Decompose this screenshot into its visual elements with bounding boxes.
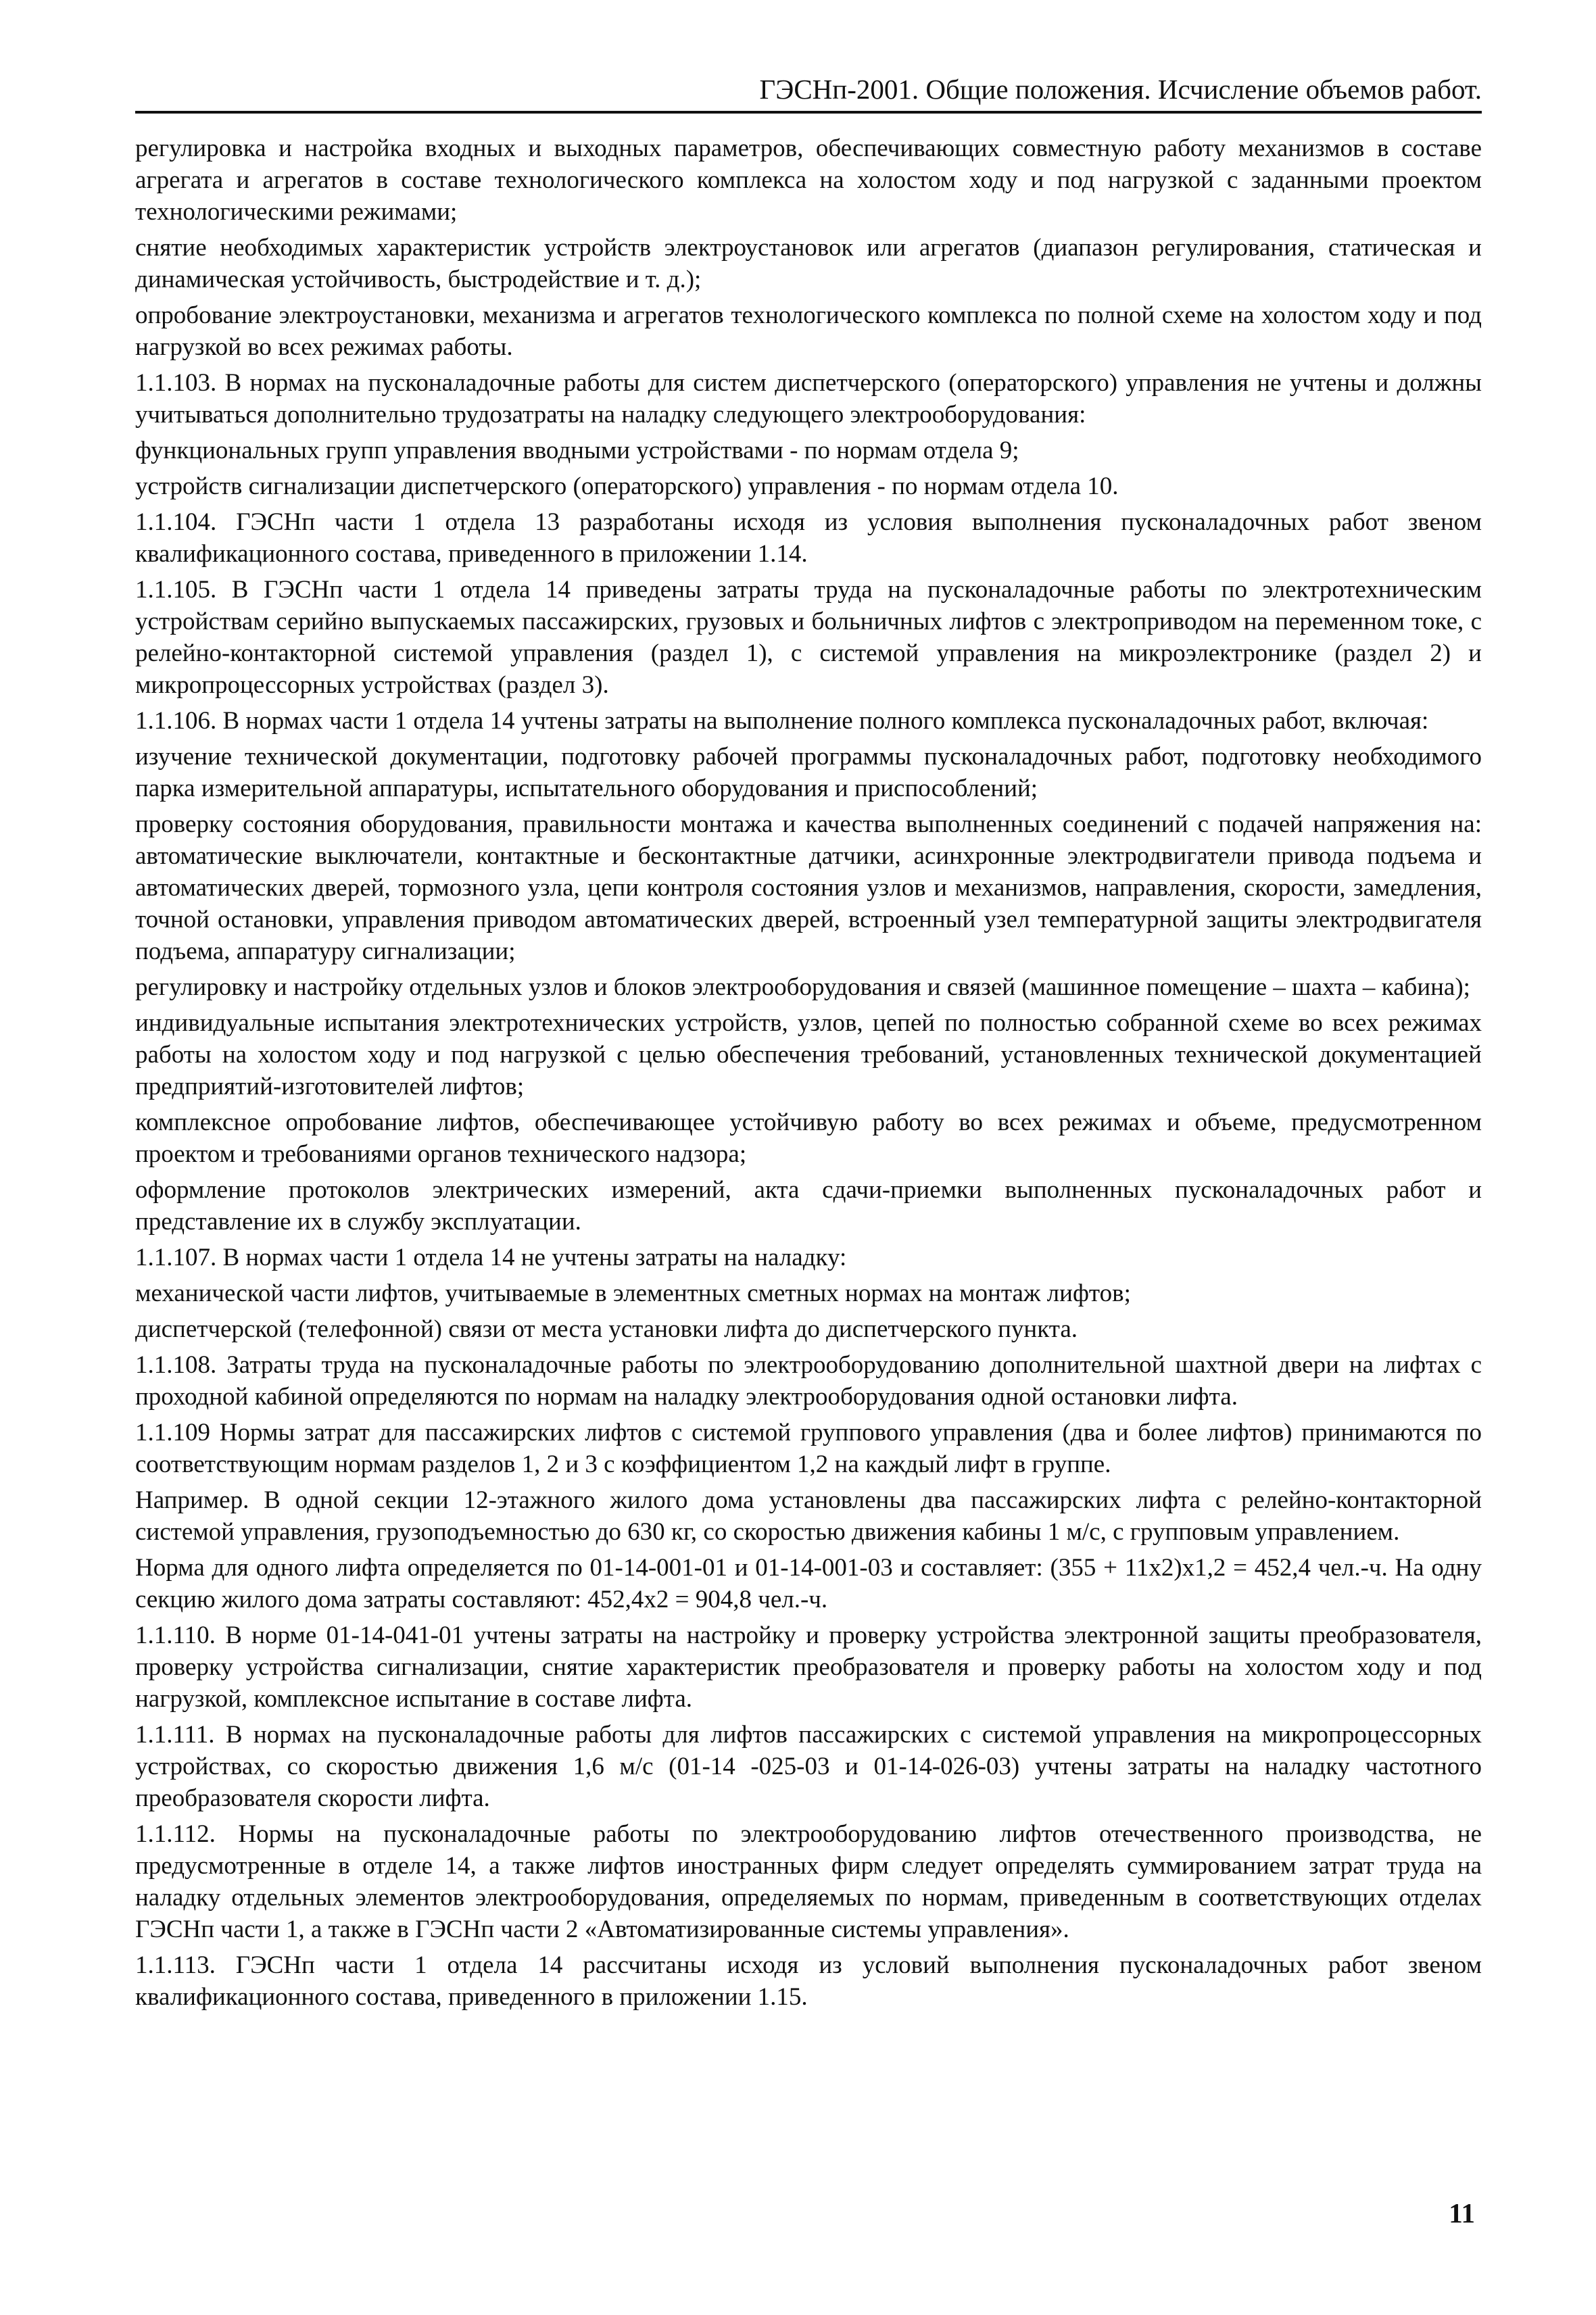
paragraph: снятие необходимых характеристик устройств электроустановок или агрегатов (диапазон регулирования, статическая и динамическая устойчивость, быстродействие и т. д.); xyxy=(135,234,1482,293)
paragraph: функциональных групп управления вводными устройствами - по нормам отдела 9; xyxy=(135,437,1019,464)
paragraph: Норма для одного лифта определяется по 01-14-001-01 и 01-14-001-03 и составляет: (355 + 11х2)х1,2 = 452,4 чел.-ч. На одну секцию жилого дома затраты составляют: 452,4х2 = 904,8 чел.-ч. xyxy=(135,1554,1482,1613)
paragraph: регулировку и настройку отдельных узлов и блоков электрооборудования и связей (машинное помещение – шахта – кабина); xyxy=(135,973,1470,1001)
page-header xyxy=(135,68,1482,114)
paragraph: 1.1.110. В норме 01-14-041-01 учтены затраты на настройку и проверку устройства электронной защиты преобразователя, проверку устройства сигнализации, снятие характеристик преобразователя и проверку работы на холостом ходу и под нагрузкой, комплексное испытание в составе лифта. xyxy=(135,1622,1482,1713)
paragraph: 1.1.105. В ГЭСНп части 1 отдела 14 приведены затраты труда на пусконаладочные работы по электротехническим устройствам серийно выпускаемых пассажирских, грузовых и больничных лифтов с электроприводом на переменном токе, с релейно-контакторной системой управления (раздел 1), с системой управления на микроэлектронике (раздел 2) и микропроцессорных устройствах (раздел 3). xyxy=(135,576,1482,699)
paragraph: регулировка и настройка входных и выходных параметров, обеспечивающих совместную работу механизмов в составе агрегата и агрегатов в составе технологического комплекса на холостом ходу и под нагрузкой с заданными проектом технологическими режимами; xyxy=(135,135,1482,226)
paragraph: комплексное опробование лифтов, обеспечивающее устойчивую работу во всех режимах и объеме, предусмотренном проектом и требованиями органов технического надзора; xyxy=(135,1108,1482,1168)
paragraph: 1.1.111. В нормах на пусконаладочные работы для лифтов пассажирских с системой управления на микропроцессорных устройствах, со скоростью движения 1,6 м/с (01-14 -025-03 и 01-14-026-03) учтены затраты на наладку частотного преобразователя скорости лифта. xyxy=(135,1721,1482,1812)
paragraph: 1.1.106. В нормах части 1 отдела 14 учтены затраты на выполнение полного комплекса пусконаладочных работ, включая: xyxy=(135,707,1429,735)
paragraph: 1.1.113. ГЭСНп части 1 отдела 14 рассчитаны исходя из условий выполнения пусконаладочных работ звеном квалификационного состава, приведенного в приложении 1.15. xyxy=(135,1951,1482,2011)
paragraph: Например. В одной секции 12-этажного жилого дома установлены два пассажирских лифта с релейно-контакторной системой управления, грузоподъемностью до 630 кг, со скоростью движения кабины 1 м/с, с групповым управлением. xyxy=(135,1486,1482,1546)
paragraph: опробование электроустановки, механизма и агрегатов технологического комплекса по полной схеме на холостом ходу и под нагрузкой во всех режимах работы. xyxy=(135,301,1482,361)
header-title: ГЭСНп-2001. Общие положения. Исчисление объемов работ. xyxy=(759,74,1482,105)
paragraph: устройств сигнализации диспетчерского (операторского) управления - по нормам отдела 10. xyxy=(135,472,1119,500)
paragraph: диспетчерской (телефонной) связи от места установки лифта до диспетчерского пункта. xyxy=(135,1315,1078,1343)
paragraph: 1.1.104. ГЭСНп части 1 отдела 13 разработаны исходя из условия выполнения пусконаладочных работ звеном квалификационного состава, приведенного в приложении 1.14. xyxy=(135,508,1482,568)
paragraph: 1.1.103. В нормах на пусконаладочные работы для систем диспетчерского (операторского) управления не учтены и должны учитываться дополнительно трудозатраты на наладку следующего электрооборудования: xyxy=(135,369,1482,429)
paragraph: 1.1.112. Нормы на пусконаладочные работы по электрооборудованию лифтов отечественного производства, не предусмотренные в отделе 14, а также лифтов иностранных фирм следует определять суммированием затрат труда на наладку отдельных элементов электрооборудования, определяемых по нормам, приведенным в соответствующих отделах ГЭСНп части 1, а также в ГЭСНп части 2 «Автоматизированные системы управления». xyxy=(135,1820,1482,1943)
paragraph: 1.1.107. В нормах части 1 отдела 14 не учтены затраты на наладку: xyxy=(135,1244,847,1271)
paragraph: проверку состояния оборудования, правильности монтажа и качества выполненных соединений с подачей напряжения на: автоматические выключатели, контактные и бесконтактные датчики, асинхронные электродвигатели привода подъема и автоматических дверей, тормозного узла, цепи контроля состояния узлов и механизмов, направления, скорости, замедления, точной остановки, управления приводом автоматических дверей, встроенный узел температурной защиты электродвигателя подъема, аппаратуру сигнализации; xyxy=(135,810,1482,965)
paragraph: 1.1.108. Затраты труда на пусконаладочные работы по электрооборудованию дополнительной шахтной двери на лифтах с проходной кабиной определяются по нормам на наладку электрооборудования одной остановки лифта. xyxy=(135,1351,1482,1411)
page-number: 11 xyxy=(1449,2197,1475,2228)
paragraph: изучение технической документации, подготовку рабочей программы пусконаладочных работ, подготовку необходимого парка измерительной аппаратуры, испытательного оборудования и приспособлений; xyxy=(135,743,1482,802)
document-body xyxy=(135,132,1482,2017)
paragraph: 1.1.109 Нормы затрат для пассажирских лифтов с системой группового управления (два и более лифтов) принимаются по соответствующим нормам разделов 1, 2 и 3 с коэффициентом 1,2 на каждый лифт в группе. xyxy=(135,1419,1482,1478)
paragraph: механической части лифтов, учитываемые в элементных сметных нормах на монтаж лифтов; xyxy=(135,1280,1131,1307)
paragraph: оформление протоколов электрических измерений, акта сдачи-приемки выполненных пусконаладочных работ и представление их в службу эксплуатации. xyxy=(135,1176,1482,1236)
paragraph: индивидуальные испытания электротехнических устройств, узлов, цепей по полностью собранной схеме во всех режимах работы на холостом ходу и под нагрузкой с целью обеспечения требований, установленных технической документацией предприятий-изготовителей лифтов; xyxy=(135,1009,1482,1100)
